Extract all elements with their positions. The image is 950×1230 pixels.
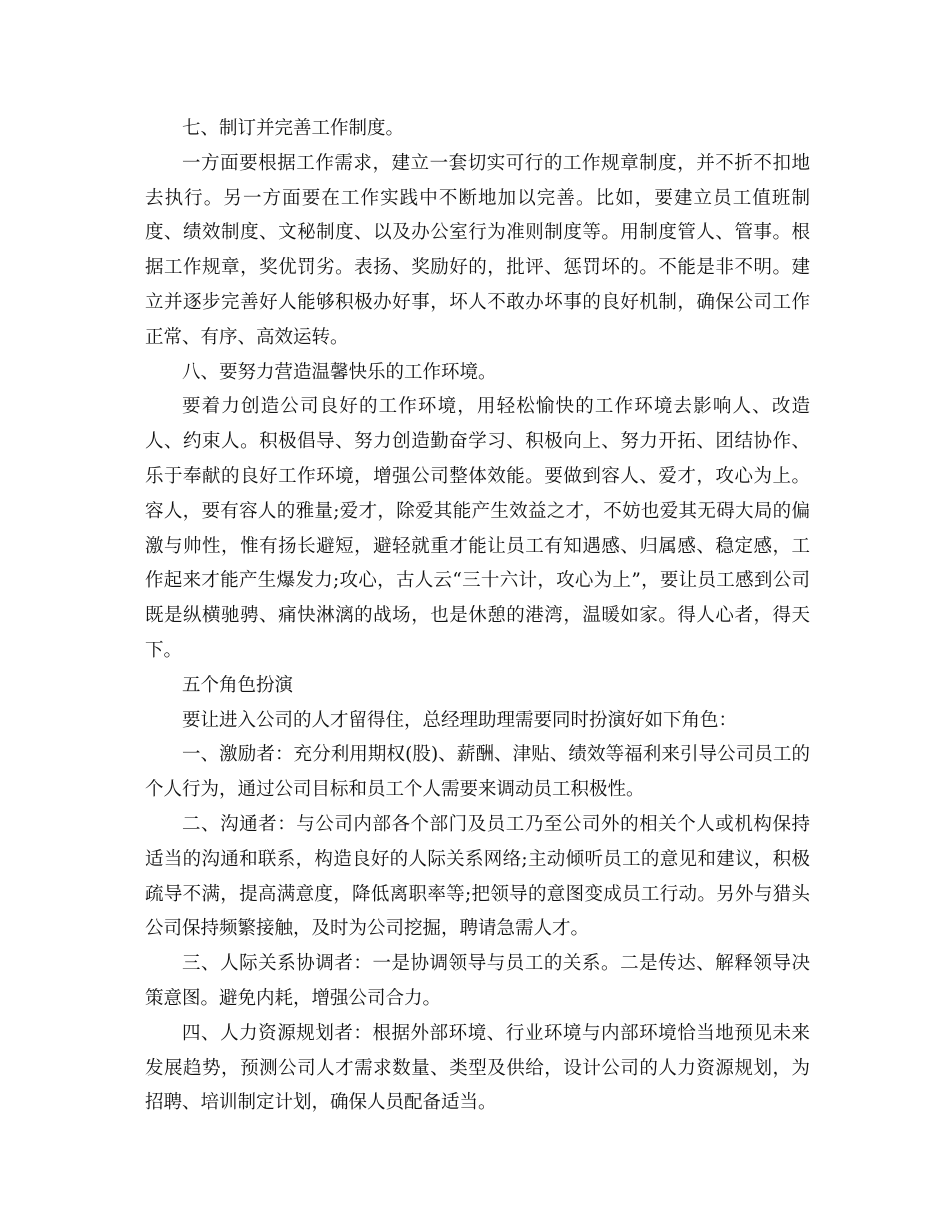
document-page (145, 112, 810, 1121)
section-heading-five-roles: 五个角色扮演 (182, 674, 294, 696)
paragraph-role-motivator: 一、激励者：充分利用期权(股)、薪酬、津贴、绩效等福利来引导公司员工的个人行为，通过公司目标和员工个人需要来调动员工积极性。 (145, 744, 810, 801)
section-heading-eight: 八、要努力营造温馨快乐的工作环境。 (182, 361, 497, 383)
paragraph-role-communicator: 二、沟通者：与公司内部各个部门及员工乃至公司外的相关个人或机构保持适当的沟通和联系，构造良好的人际关系网络;主动倾听员工的意见和建议，积极疏导不满，提高满意度，降低离职率等;把领导的意图变成员工行动。另外与猎头公司保持频繁接触，及时为公司挖掘，聘请急需人才。 (145, 813, 810, 940)
paragraph-roles-intro: 要让进入公司的人才留得住，总经理助理需要同时扮演好如下角色： (182, 709, 738, 731)
paragraph-work-rules: 一方面要根据工作需求，建立一套切实可行的工作规章制度，并不折不扣地去执行。另一方面要在工作实践中不断地加以完善。比如，要建立员工值班制度、绩效制度、文秘制度、以及办公室行为准则制度等。用制度管人、管事。根据工作规章，奖优罚劣。表扬、奖励好的，批评、惩罚坏的。不能是非不明。建立并逐步完善好人能够积极办好事，坏人不敢办坏事的良好机制，确保公司工作正常、有序、高效运转。 (145, 152, 810, 348)
paragraph-role-coordinator: 三、人际关系协调者：一是协调领导与员工的关系。二是传达、解释领导决策意图。避免内耗，增强公司合力。 (145, 953, 810, 1009)
paragraph-role-planner: 四、人力资源规划者：根据外部环境、行业环境与内部环境恰当地预见未来发展趋势，预测公司人才需求数量、类型及供给，设计公司的人力资源规划，为招聘、培训制定计划，确保人员配备适当。 (145, 1022, 810, 1114)
paragraph-work-environment: 要着力创造公司良好的工作环境，用轻松愉快的工作环境去影响人、改造人、约束人。积极倡导、努力创造勤奋学习、积极向上、努力开拓、团结协作、乐于奉献的良好工作环境，增强公司整体效能。要做到容人、爱才，攻心为上。容人，要有容人的雅量;爱才，除爱其能产生效益之才，不妨也爱其无碍大局的偏激与帅性，惟有扬长避短，避轻就重才能让员工有知遇感、归属感、稳定感，工作起来才能产生爆发力;攻心，古人云“三十六计，攻心为上”，要让员工感到公司既是纵横驰骋、痛快淋漓的战场，也是休憩的港湾，温暖如家。得人心者，得天下。 (145, 396, 810, 661)
section-heading-seven: 七、制订并完善工作制度。 (182, 118, 405, 139)
